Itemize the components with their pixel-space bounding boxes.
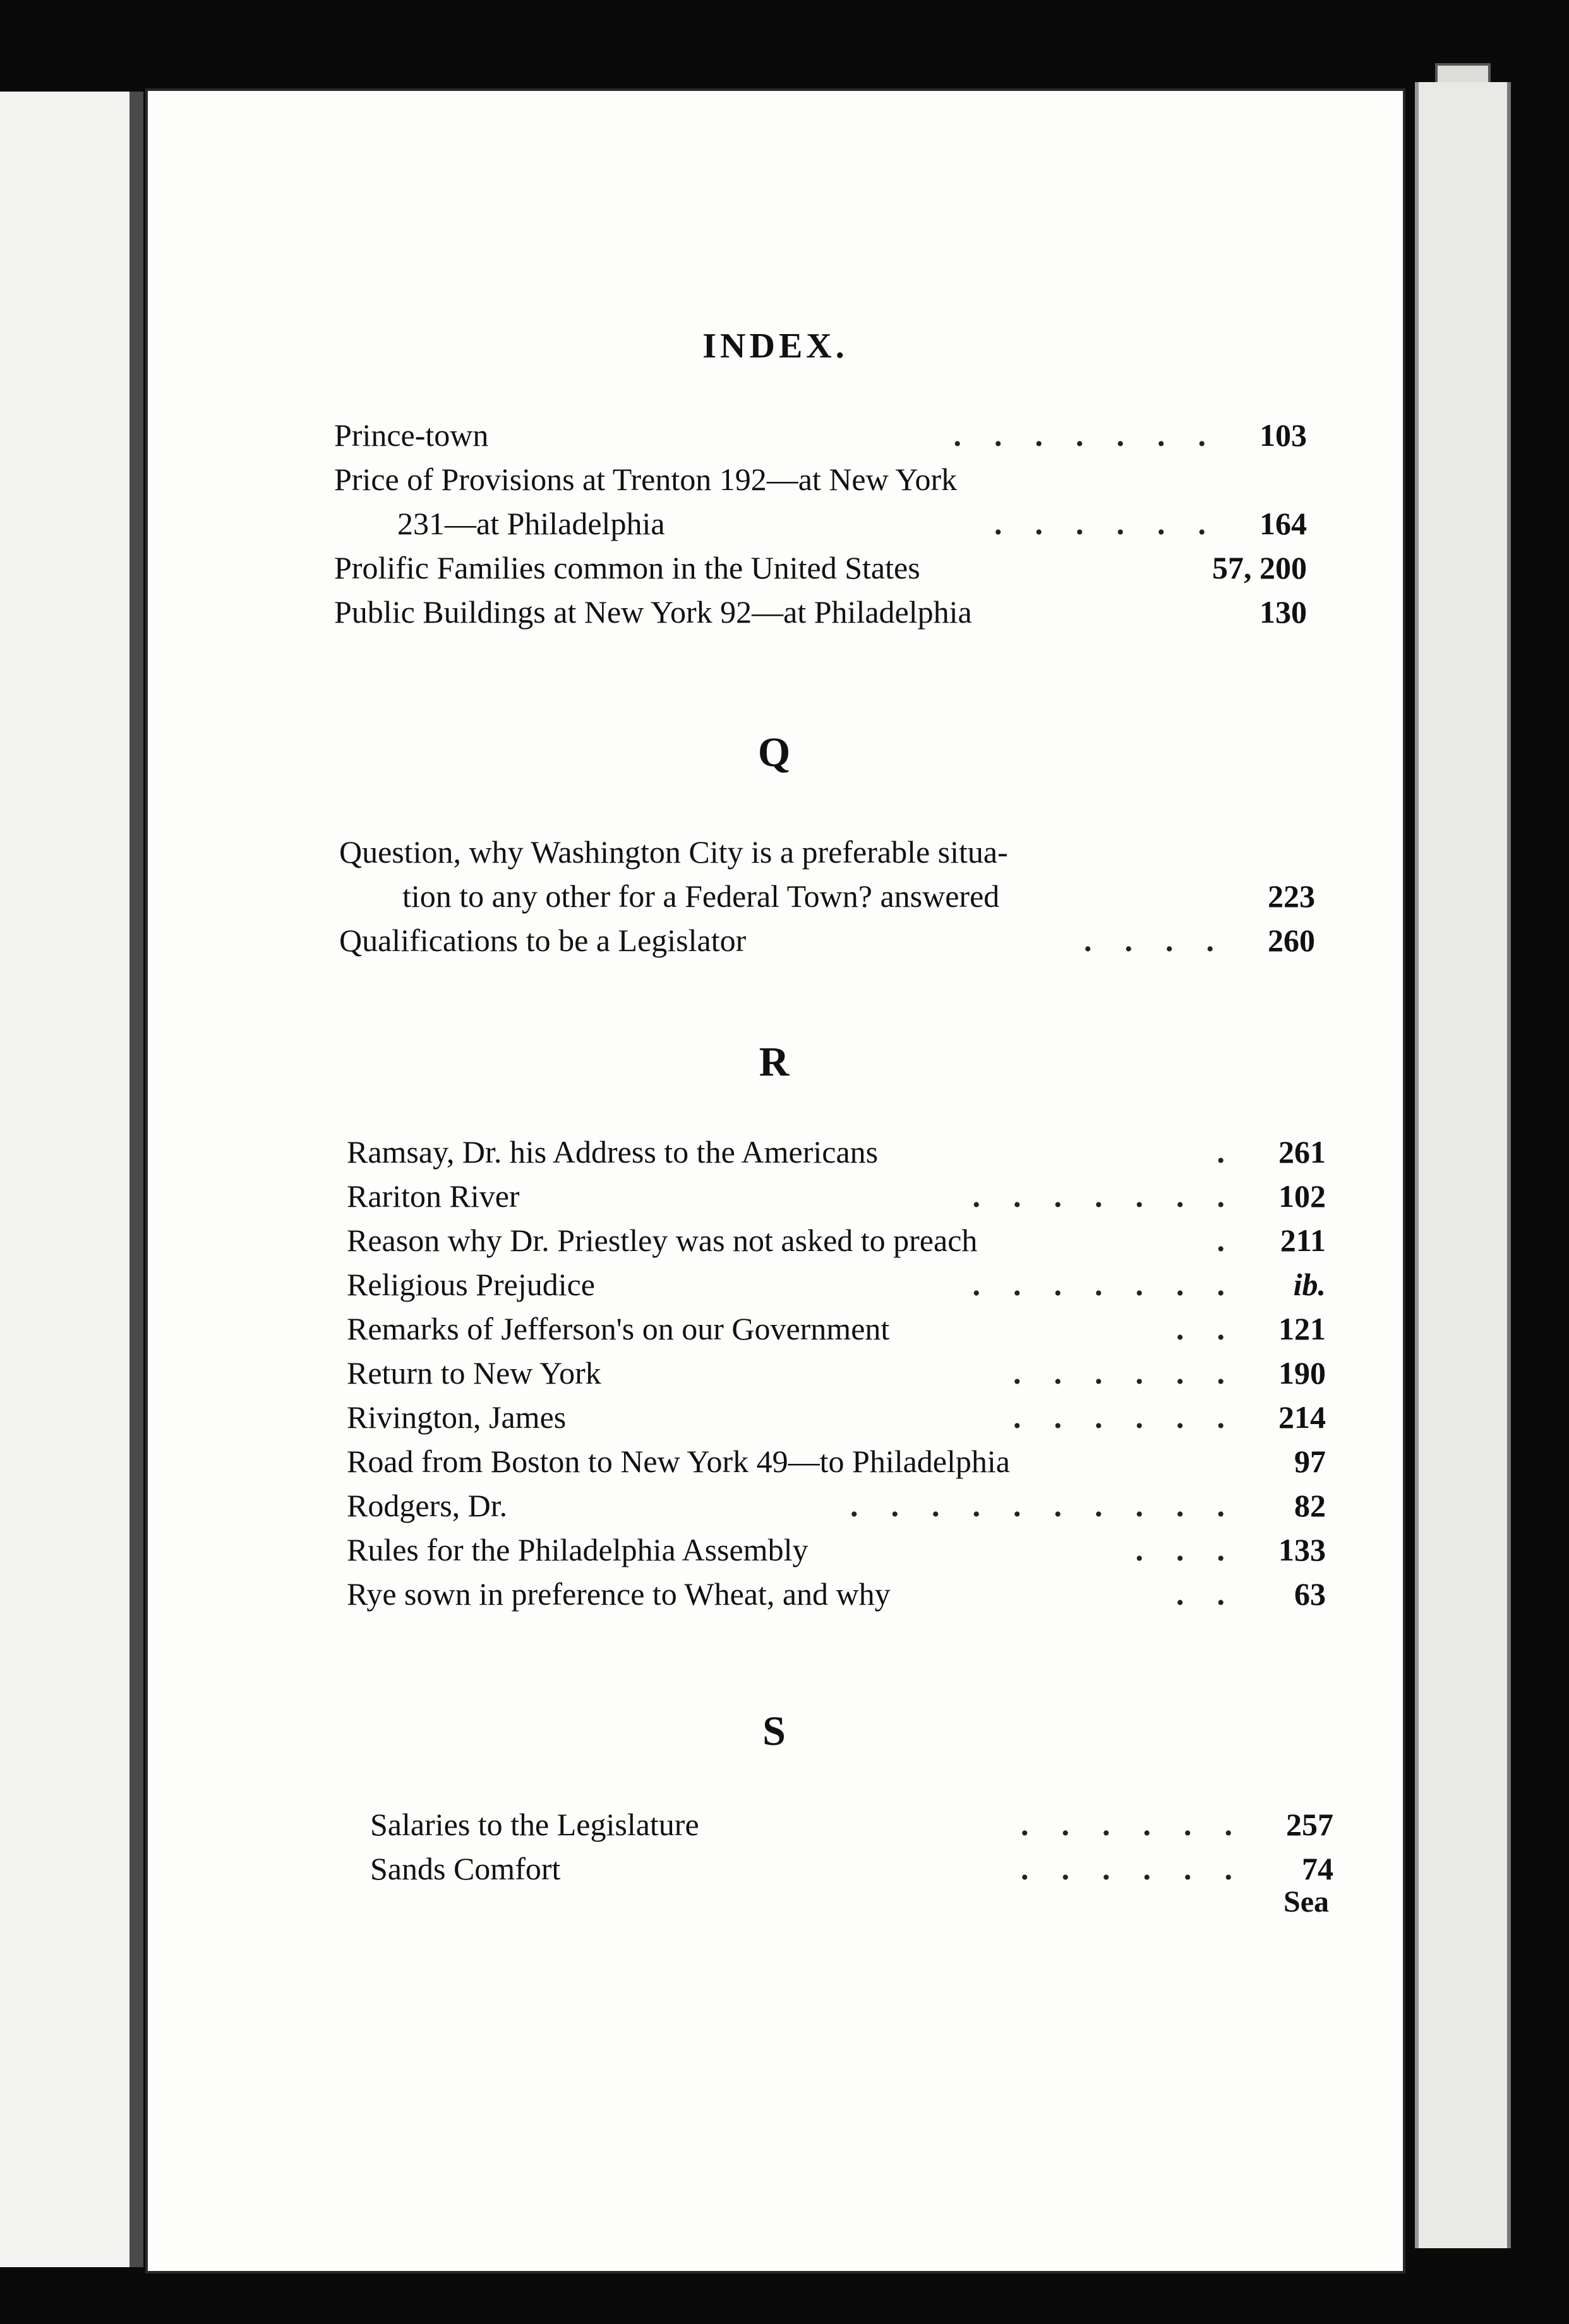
leader-dots: ...	[1135, 1532, 1258, 1567]
previous-page-edge	[0, 92, 143, 2267]
entry-text: Prince-town	[334, 417, 489, 453]
entry-text: Qualifications to be a Legislator	[339, 923, 747, 958]
entry-page: 214	[1278, 1399, 1326, 1435]
entry-page: 102	[1278, 1178, 1326, 1214]
leader-dots: ..........	[850, 1488, 1258, 1523]
section-letter-q: Q	[757, 729, 793, 776]
leader-dots: ......	[994, 506, 1239, 541]
leader-dots: ......	[1013, 1399, 1258, 1435]
entry-page: 97	[1294, 1444, 1326, 1479]
entry-page: 223	[1268, 878, 1315, 914]
back-sheet-edge	[1415, 82, 1511, 2248]
leader-dots: .......	[972, 1178, 1258, 1214]
index-entry	[334, 590, 1307, 634]
entry-text: Rye sown in preference to Wheat, and why	[347, 1576, 891, 1612]
index-entry	[334, 413, 1307, 457]
catchword: Sea	[1283, 1885, 1329, 1919]
index-entry	[347, 1307, 1326, 1351]
entry-text: Rules for the Philadelphia Assembly	[347, 1532, 809, 1567]
index-entry	[347, 1439, 1326, 1483]
entry-text: Religious Prejudice	[347, 1267, 595, 1302]
index-entry	[347, 1351, 1326, 1395]
index-entry	[334, 501, 1307, 546]
entry-page: 133	[1278, 1532, 1326, 1567]
entry-page: 257	[1286, 1807, 1333, 1842]
entry-text: Sands Comfort	[370, 1851, 561, 1886]
entry-page: 63	[1294, 1576, 1326, 1612]
index-entry	[347, 1572, 1326, 1616]
entry-text: Remarks of Jefferson's on our Government	[347, 1311, 890, 1346]
section-r	[347, 1130, 1326, 1616]
leader-dots: ....	[1084, 923, 1247, 958]
entry-text: Return to New York	[347, 1355, 601, 1391]
index-entry	[347, 1262, 1326, 1307]
section-letter-s: S	[762, 1708, 788, 1754]
index-entry	[339, 874, 1315, 918]
entry-page: 260	[1268, 923, 1315, 958]
page-title: INDEX.	[702, 326, 848, 366]
entry-page: 164	[1259, 506, 1307, 541]
index-entry	[347, 1174, 1326, 1218]
leader-dots: ......	[1013, 1355, 1258, 1391]
leader-dots: ......	[1021, 1807, 1265, 1842]
section-letter-r: R	[759, 1039, 792, 1085]
entry-text: tion to any other for a Federal Town? answered	[402, 878, 1000, 914]
entry-text: Rivington, James	[347, 1399, 567, 1435]
entry-text: Public Buildings at New York 92—at Philadelphia	[334, 594, 972, 630]
index-entry	[347, 1130, 1326, 1174]
section-p	[334, 413, 1307, 634]
book-page	[145, 88, 1405, 2273]
entry-page: 130	[1259, 594, 1307, 630]
entry-page: 190	[1278, 1355, 1326, 1391]
entry-text: Prolific Families common in the United States	[334, 550, 920, 585]
index-entry	[334, 546, 1307, 590]
entry-page: 261	[1278, 1134, 1326, 1170]
index-entry	[339, 830, 1315, 874]
entry-text: Road from Boston to New York 49—to Philadelphia	[347, 1444, 1010, 1479]
entry-page: 57, 200	[1212, 550, 1307, 585]
entry-page: 74	[1302, 1851, 1333, 1886]
leader-dots: ..	[1176, 1576, 1258, 1612]
leader-dots: .	[1217, 1134, 1258, 1170]
entry-text: Rodgers, Dr.	[347, 1488, 508, 1523]
index-entry	[347, 1528, 1326, 1572]
entry-page: 82	[1294, 1488, 1326, 1523]
entry-page: 103	[1259, 417, 1307, 453]
entry-text: Price of Provisions at Trenton 192—at New York	[334, 462, 958, 497]
leader-dots: ......	[1021, 1851, 1265, 1886]
entry-text: Question, why Washington City is a preferable situa-	[339, 834, 1008, 870]
section-s	[370, 1802, 1333, 1891]
index-entry	[347, 1483, 1326, 1528]
entry-text: Salaries to the Legislature	[370, 1807, 699, 1842]
leader-dots: ..	[1176, 1311, 1258, 1346]
entry-text: Rariton River	[347, 1178, 520, 1214]
leader-dots: .......	[972, 1267, 1258, 1302]
entry-page: 121	[1278, 1311, 1326, 1346]
leader-dots: .	[1217, 1223, 1258, 1258]
entry-text: Reason why Dr. Priestley was not asked to preach	[347, 1223, 978, 1258]
index-entry	[347, 1395, 1326, 1439]
entry-page: ib.	[1293, 1267, 1326, 1302]
leader-dots: .......	[953, 417, 1239, 453]
index-entry	[339, 918, 1315, 962]
entry-text: 231—at Philadelphia	[397, 506, 665, 541]
entry-page: 211	[1280, 1223, 1326, 1258]
entry-text: Ramsay, Dr. his Address to the Americans	[347, 1134, 879, 1170]
section-q	[339, 830, 1315, 962]
index-entry	[347, 1218, 1326, 1262]
index-entry	[370, 1802, 1333, 1847]
index-entry	[334, 457, 1307, 501]
